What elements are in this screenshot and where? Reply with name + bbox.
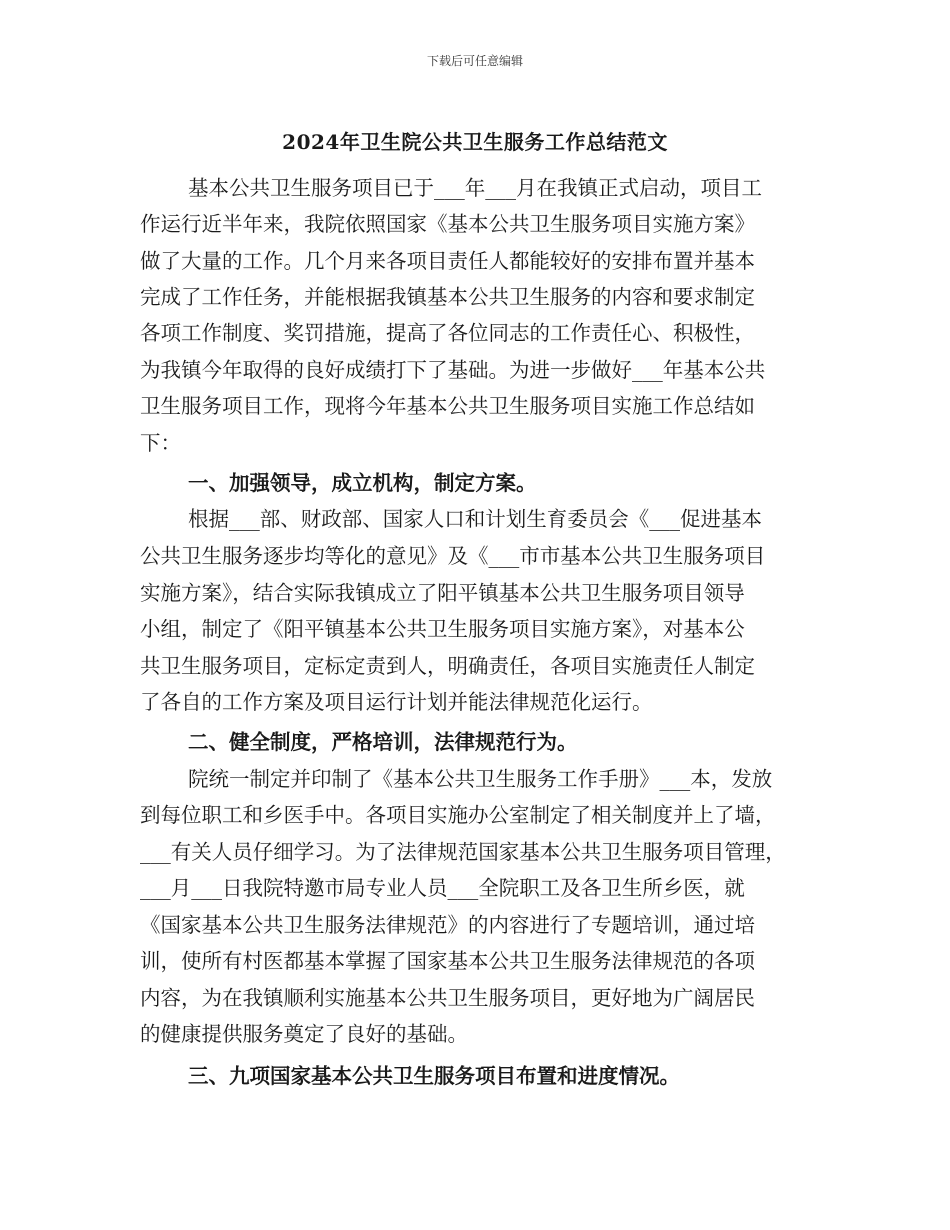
paragraph-line: 做了大量的工作。几个月来各项目责任人都能较好的安排布置并基本 (140, 249, 755, 273)
paragraph-line: 实施方案》，结合实际我镇成立了阳平镇基本公共卫生服务项目领导 (140, 581, 745, 605)
paragraph-line: 完成了工作任务，并能根据我镇基本公共卫生服务的内容和要求制定 (140, 285, 755, 309)
section-heading: 一、加强领导，成立机构，制定方案。 (188, 471, 537, 495)
section-heading: 三、九项国家基本公共卫生服务项目布置和进度情况。 (188, 1064, 680, 1088)
paragraph-line: 院统一制定并印制了《基本公共卫生服务工作手册》___本，发放 (188, 767, 773, 791)
paragraph-line: 公共卫生服务逐步均等化的意见》及《___市市基本公共卫生服务项目 (140, 544, 766, 568)
header-note: 下载后可任意编辑 (426, 54, 523, 68)
section-heading: 二、健全制度，严格培训，法律规范行为。 (188, 730, 578, 754)
paragraph-line: 小组，制定了《阳平镇基本公共卫生服务项目实施方案》，对基本公 (140, 617, 745, 641)
paragraph-line: 了各自的工作方案及项目运行计划并能法律规范化运行。 (140, 690, 653, 714)
paragraph-line: 根据___部、财政部、国家人口和计划生育委员会《___促进基本 (188, 507, 762, 531)
paragraph-line: 下： (140, 431, 181, 455)
paragraph-line: 各项工作制度、奖罚措施，提高了各位同志的工作责任心、积极性， (140, 321, 755, 345)
paragraph-line: 到每位职工和乡医手中。各项目实施办公室制定了相关制度并上了墙， (140, 803, 776, 827)
paragraph-line: 作运行近半年来，我院依照国家《基本公共卫生服务项目实施方案》 (140, 212, 755, 236)
paragraph-line: 为我镇今年取得的良好成绩打下了基础。为进一步做好___年基本公共 (140, 358, 766, 382)
paragraph-line: 训，使所有村医都基本掌握了国家基本公共卫生服务法律规范的各项 (140, 949, 755, 973)
paragraph-line: 内容，为在我镇顺利实施基本公共卫生服务项目，更好地为广阔居民 (140, 986, 755, 1010)
paragraph-line: ___月___日我院特邀市局专业人员___全院职工及各卫生所乡医，就 (140, 876, 745, 900)
paragraph-line: 《国家基本公共卫生服务法律规范》的内容进行了专题培训，通过培 (140, 913, 755, 937)
document-title: 2024年卫生院公共卫生服务工作总结范文 (282, 130, 668, 154)
paragraph-line: 共卫生服务项目，定标定责到人，明确责任，各项目实施责任人制定 (140, 654, 755, 678)
paragraph-line: 的健康提供服务奠定了良好的基础。 (140, 1022, 468, 1046)
paragraph-line: 基本公共卫生服务项目已于___年___月在我镇正式启动，项目工 (188, 176, 762, 200)
paragraph-line: ___有关人员仔细学习。为了法律规范国家基本公共卫生服务项目管理， (140, 840, 786, 864)
paragraph-line: 卫生服务项目工作，现将今年基本公共卫生服务项目实施工作总结如 (140, 394, 755, 418)
